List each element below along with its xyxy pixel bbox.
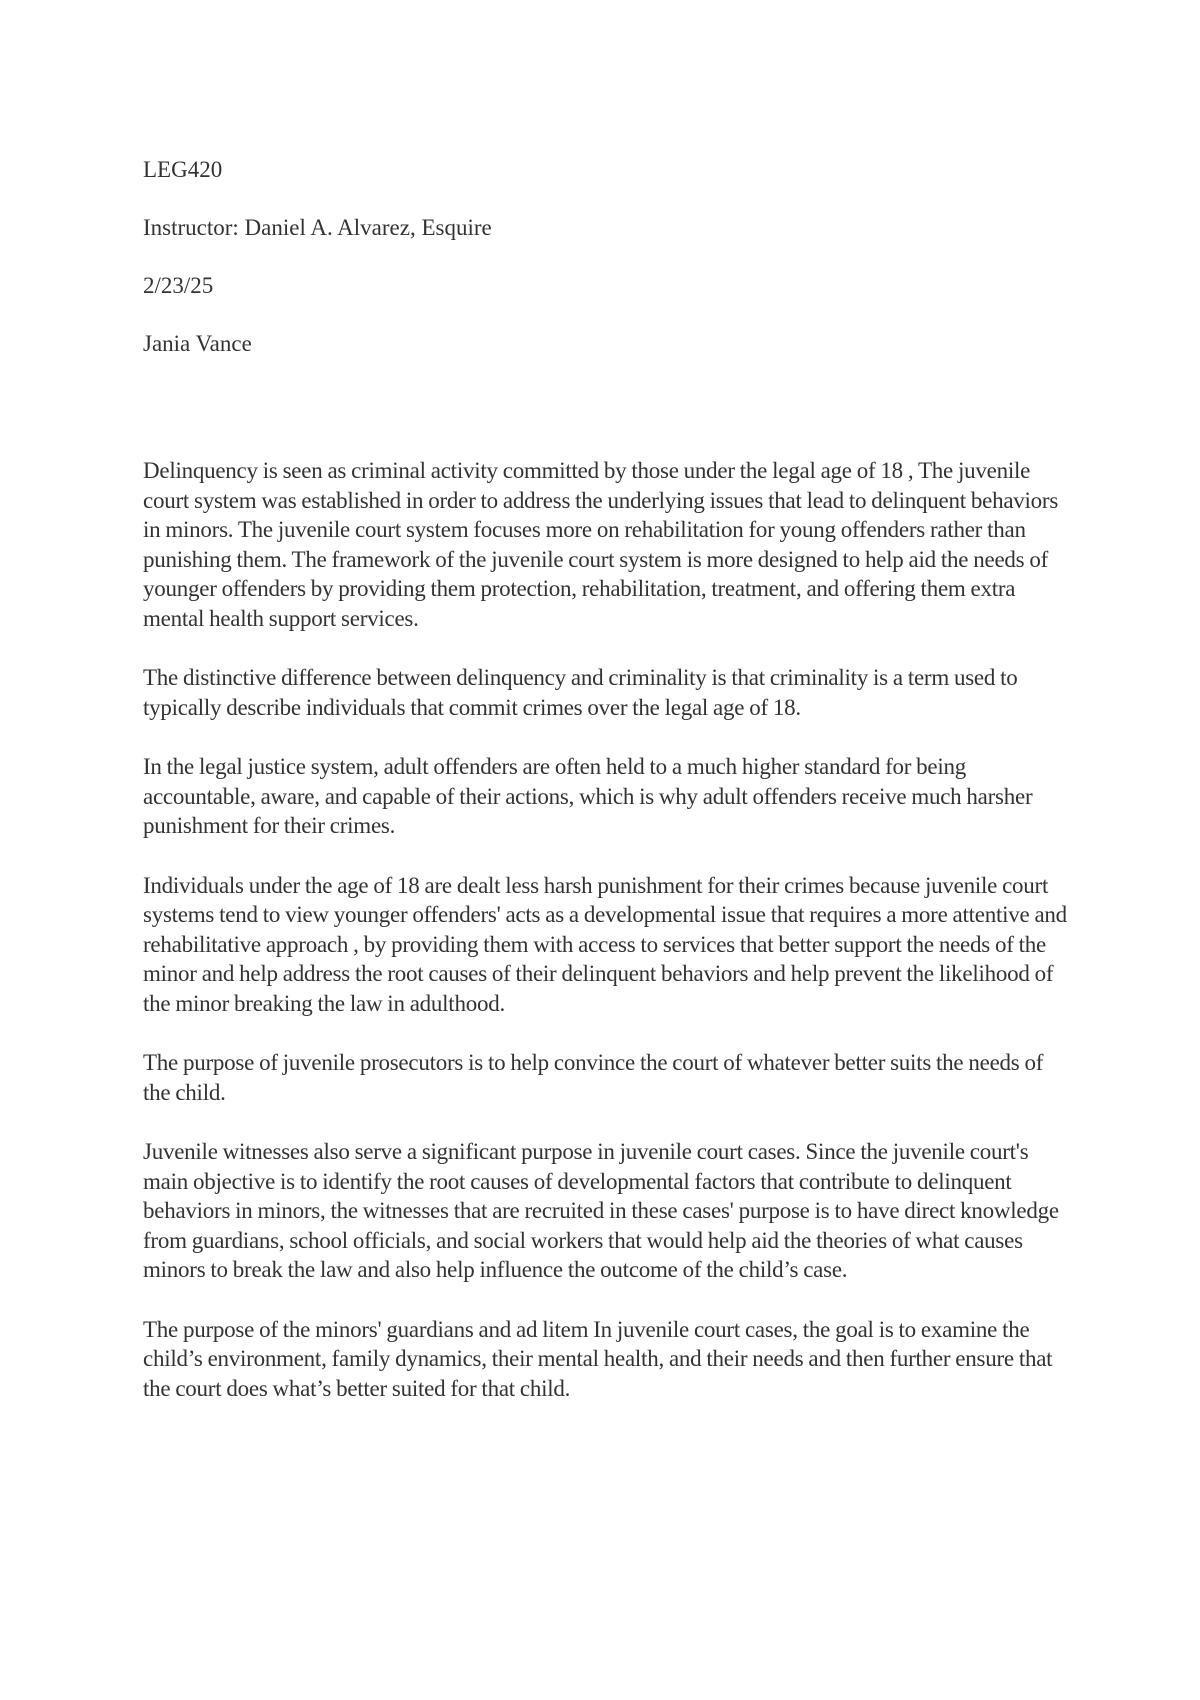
paragraph-juvenile-punishment: Individuals under the age of 18 are dealt less harsh punishment for their crimes because juvenile court systems tend to view younger offenders' acts as a developmental issue that requires a more attentive and rehabilitative approach , by providing them with access to services that better support the needs of the minor and help address the root causes of their delinquent behaviors and help prevent the likelihood of the minor breaking the law in adulthood. bbox=[143, 872, 1067, 1016]
date-line: 2/23/25 bbox=[143, 273, 214, 298]
course-code: LEG420 bbox=[143, 157, 223, 182]
paragraph-guardians-ad-litem: The purpose of the minors' guardians and ad litem In juvenile court cases, the goal is to examine the child’s environment, family dynamics, their mental health, and their needs and then further ensure that the court does what’s better suited for that child. bbox=[143, 1316, 1053, 1401]
document-header bbox=[143, 156, 1043, 388]
paragraph-juvenile-witnesses: Juvenile witnesses also serve a significant purpose in juvenile court cases. Since the juvenile court's main objective is to identify the root causes of developmental factors that contribute to delinquent behaviors in minors, the witnesses that are recruited in these cases' purpose is to have direct knowledge from guardians, school officials, and social workers that would help aid the theories of what causes minors to break the law and also help influence the outcome of the child’s case. bbox=[143, 1139, 1059, 1282]
document-body bbox=[143, 456, 1073, 1433]
paragraph-delinquency-definition: Delinquency is seen as criminal activity committed by those under the legal age of 18 , The juvenile court system was established in order to address the underlying issues that lead to delinquent behaviors in minors. The juvenile court system focuses more on rehabilitation for young offenders rather than punishing them. The framework of the juvenile court system is more designed to help aid the needs of younger offenders by providing them protection, rehabilitation, treatment, and offering them extra mental health support services. bbox=[143, 458, 1059, 631]
paragraph-juvenile-prosecutors: The purpose of juvenile prosecutors is to help convince the court of whatever better suits the needs of the child. bbox=[143, 1050, 1044, 1105]
author-name: Jania Vance bbox=[143, 331, 252, 356]
instructor-line: Instructor: Daniel A. Alvarez, Esquire bbox=[143, 215, 492, 240]
paragraph-criminality-difference: The distinctive difference between delinquency and criminality is that criminality is a term used to typically describe individuals that commit crimes over the legal age of 18. bbox=[143, 665, 1018, 720]
paragraph-adult-offenders: In the legal justice system, adult offenders are often held to a much higher standard for being accountable, aware, and capable of their actions, which is why adult offenders receive much harsher punishment for their crimes. bbox=[143, 754, 1033, 838]
